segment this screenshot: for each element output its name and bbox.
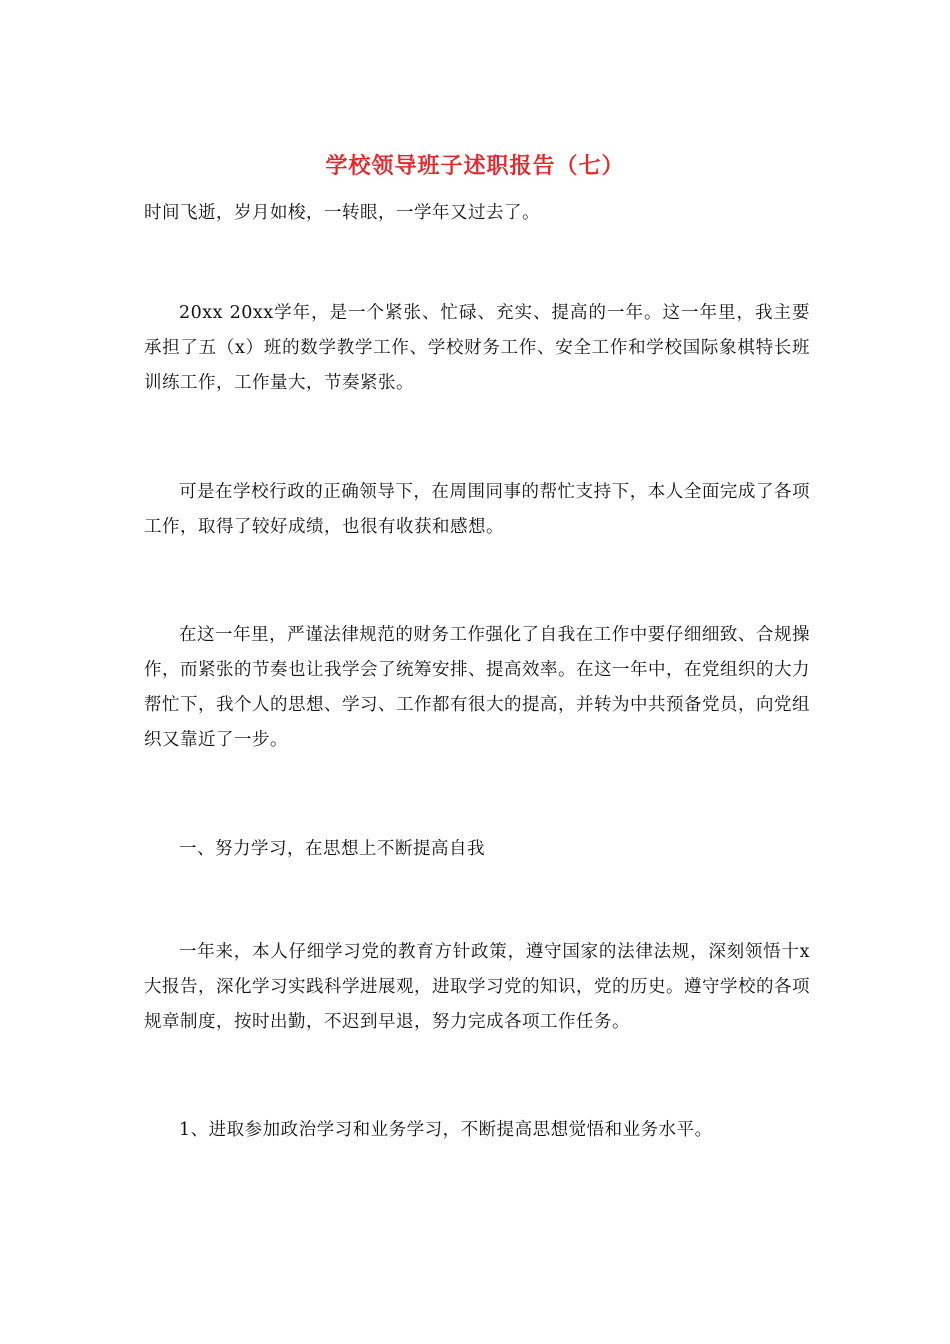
paragraph-finance-work: 在这一年里，严谨法律规范的财务工作强化了自我在工作中要仔细细致、合规操作，而紧张的节奏也让我学会了统筹安排、提高效率。在这一年中，在党组织的大力帮忙下，我个人的思想、学习、工作都有很大的提高，并转为中共预备党员，向党组织又靠近了一步。 [144,625,810,750]
paragraph-achievements: 可是在学校行政的正确领导下，在周围同事的帮忙支持下，本人全面完成了各项工作，取得了较好成绩，也很有收获和感想。 [144,482,810,537]
list-item-1: 1、进取参加政治学习和业务学习，不断提高思想觉悟和业务水平。 [179,1120,713,1140]
paragraph-study: 一年来，本人仔细学习党的教育方针政策，遵守国家的法律法规，深刻领悟十x大报告，深化学习实践科学进展观，进取学习党的知识，党的历史。遵守学校的各项规章制度，按时出勤，不迟到早退，努力完成各项工作任务。 [144,942,810,1032]
paragraph-opening: 时间飞逝，岁月如梭，一转眼，一学年又过去了。 [144,203,540,223]
section-heading-1: 一、努力学习，在思想上不断提高自我 [179,839,485,859]
document-title: 学校领导班子述职报告（七） [325,153,625,179]
paragraph-school-year: 20xx 20xx学年，是一个紧张、忙碌、充实、提高的一年。这一年里，我主要承担了五（x）班的数学教学工作、学校财务工作、安全工作和学校国际象棋特长班训练工作，工作量大，节奏紧张。 [144,303,810,393]
